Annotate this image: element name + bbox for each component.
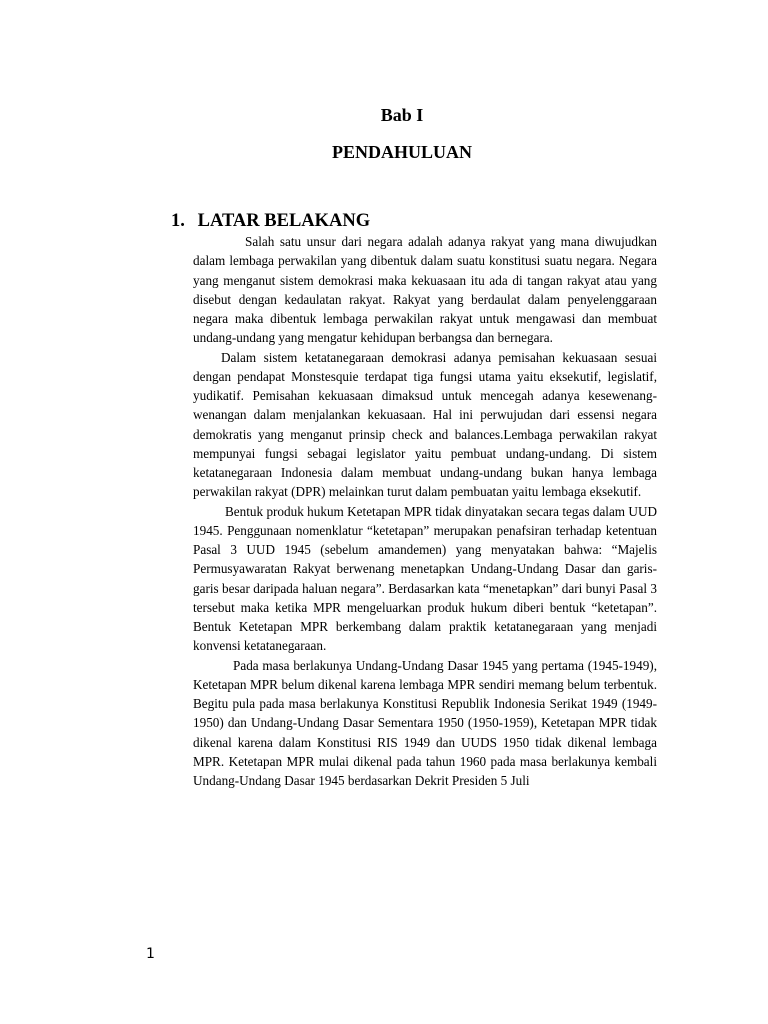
section-heading [171, 208, 370, 234]
paragraph: Pada masa berlakunya Undang-Undang Dasar 1945 yang pertama (1945-1949), Ketetapan MPR belum dikenal karena lembaga MPR sendiri memang belum terbentuk. Begitu pula pada masa berlakunya Konstitusi Republik Indonesia Serikat 1949 (1949-1950) dan Undang-Undang Dasar Sementara 1950 (1950-1959), Ketetapan MPR tidak dikenal karena dalam Konstitusi RIS 1949 dan UUDS 1950 tidak dikenal lembaga MPR. Ketetapan MPR mulai dikenal pada tahun 1960 pada masa berlakunya kembali Undang-Undang Dasar 1945 berdasarkan Dekrit Presiden 5 Juli [193, 657, 657, 788]
body-text [193, 232, 657, 790]
paragraph: Bentuk produk hukum Ketetapan MPR tidak dinyatakan secara tegas dalam UUD 1945. Penggunaan nomenklatur “ketetapan” merupakan penafsiran terhadap ketentuan Pasal 3 UUD 1945 (sebelum amandemen) yang menyatakan bahwa: “Majelis Permusyawaratan Rakyat berwenang menetapkan Undang-Undang Dasar dan garis-garis besar daripada haluan negara”. Berdasarkan kata “menetapkan” dari bunyi Pasal 3 tersebut maka ketika MPR mengeluarkan produk hukum diberi bentuk “ketetapan”. Bentuk Ketetapan MPR berkembang dalam praktik ketatanegaraan yang menjadi konvensi ketatanegaraan. [193, 503, 657, 654]
section-title: LATAR BELAKANG [197, 211, 371, 231]
chapter-title: PENDAHULUAN [331, 142, 472, 162]
page-number: 1 [146, 946, 155, 962]
chapter-number: Bab I [380, 105, 424, 125]
paragraph: Salah satu unsur dari negara adalah adanya rakyat yang mana diwujudkan dalam lembaga perwakilan yang dibentuk dalam suatu konstitusi suatu negara. Negara yang menganut sistem demokrasi maka kekuasaan itu ada di tangan rakyat atau yang disebut dengan kedaulatan rakyat. Rakyat yang berdaulat dalam penyelenggaraan negara maka dibentuk lembaga perwakilan rakyat untuk mengawasi dan membuat undang-undang yang mengatur kehidupan berbangsa dan bernegara. [193, 234, 657, 346]
section-number: 1. [171, 211, 185, 231]
paragraph: Dalam sistem ketatanegaraan demokrasi adanya pemisahan kekuasaan sesuai dengan pendapat Monstesquie terdapat tiga fungsi utama yaitu eksekutif, legislatif, yudikatif. Pemisahan kekuasaan dimaksud untuk mencegah adanya kesewenang-wenangan dalam menjalankan kekuasaan. Hal ini perwujudan dari essensi negara demokratis yang menganut prinsip check and balances.Lembaga perwakilan rakyat mempunyai fungsi sebagai legislator yaitu pembuat undang-undang. Di sistem ketatanegaraan Indonesia dalam membuat undang-undang bukan hanya lembaga perwakilan rakyat (DPR) melainkan turut dalam pembuatan yaitu lembaga eksekutif. [193, 349, 657, 500]
